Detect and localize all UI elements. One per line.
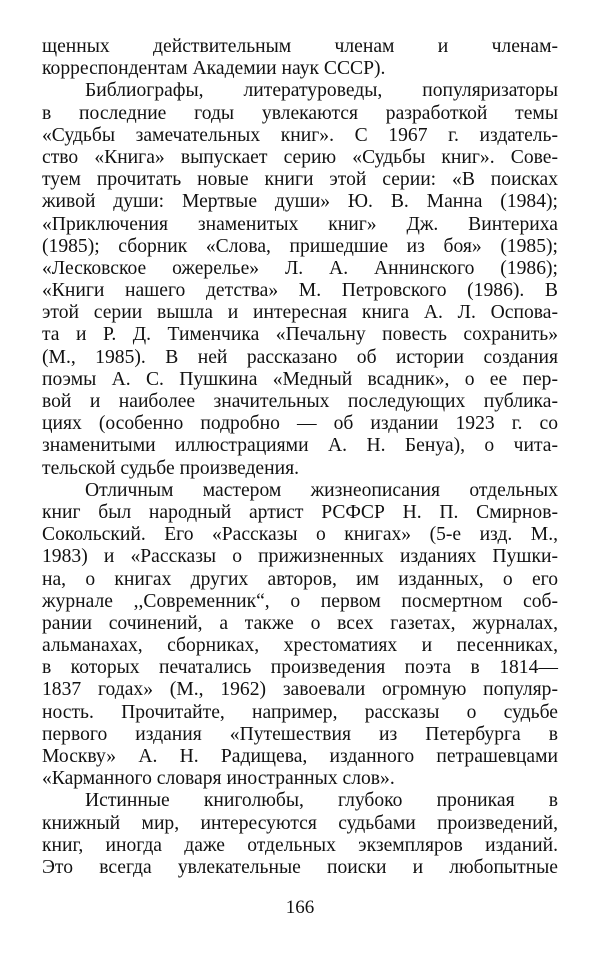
text-line: Истинные книголюбы, глубоко проникая в bbox=[85, 790, 558, 812]
text-line: вой и наиболее значительных последующих публика- bbox=[42, 391, 558, 412]
text-line: (М., 1985). В ней рассказано об истории создания bbox=[42, 346, 558, 368]
text-line: этой серии вышла и интересная книга А. Л. Оспова- bbox=[42, 302, 558, 324]
text-line: «Книги нашего детства» М. Петровского (1986). В bbox=[42, 280, 558, 302]
text-line: альманахах, сборниках, хрестоматиях и песенниках, bbox=[42, 635, 558, 657]
text-line: книг был народный артист РСФСР Н. П. Смирнов- bbox=[42, 501, 558, 523]
text-line: Сокольский. Его «Рассказы о книгах» (5-е изд. М., bbox=[42, 524, 558, 546]
text-line: «Лесковское ожерелье» Л. А. Аннинского (1986); bbox=[42, 257, 558, 279]
text-line: живой души: Мертвые души» Ю. В. Манна (1984); bbox=[42, 191, 558, 213]
text-line: циях (особенно подробно — об издании 1923 г. со bbox=[42, 413, 558, 435]
text-line: знаменитыми иллюстрациями А. Н. Бенуа), о чита- bbox=[42, 435, 558, 457]
paragraph bbox=[42, 36, 558, 80]
page-body-text bbox=[42, 36, 558, 879]
text-line: книжный мир, интересуются судьбами произведений, bbox=[42, 812, 558, 834]
text-line: на, о книгах других авторов, им изданных, о его bbox=[42, 568, 558, 590]
text-line: (1985); сборник «Слова, пришедшие из боя» (1985); bbox=[42, 235, 558, 257]
text-line: Это всегда увлекательные поиски и любопытные bbox=[42, 856, 558, 878]
text-line: в которых печатались произведения поэта в 1814— bbox=[42, 657, 558, 679]
text-line: Москву» А. Н. Радищева, изданного петрашевцами bbox=[42, 746, 558, 767]
text-line: ство «Книга» выпускает серию «Судьбы книг». Сове- bbox=[42, 146, 558, 168]
text-line: «Приключения знаменитых книг» Дж. Винтериха bbox=[42, 213, 558, 235]
text-line: 1837 годах» (М., 1962) завоевали огромную популяр- bbox=[42, 679, 558, 701]
text-line: туем прочитать новые книги этой серии: «В поисках bbox=[42, 169, 558, 191]
text-line: «Судьбы замечательных книг». С 1967 г. издатель- bbox=[42, 124, 558, 146]
paragraph bbox=[42, 790, 558, 879]
text-line: 1983) и «Рассказы о прижизненных изданиях Пушки- bbox=[42, 546, 558, 568]
text-line: «Карманного словаря иностранных слов». bbox=[42, 768, 395, 790]
text-line: Отличным мастером жизнеописания отдельных bbox=[85, 479, 558, 501]
paragraph bbox=[42, 80, 558, 479]
text-line: журнале ,,Современник“, о первом посмертном соб- bbox=[42, 590, 558, 612]
text-line: тельской судьбе произведения. bbox=[42, 457, 300, 479]
text-line: поэмы А. С. Пушкина «Медный всадник», о ее пер- bbox=[42, 368, 558, 390]
text-line: книг, иногда даже отдельных экземпляров изданий. bbox=[42, 834, 558, 856]
text-line: корреспондентам Академии наук СССР). bbox=[42, 58, 386, 80]
text-line: рании сочинений, а также о всех газетах, журналах, bbox=[42, 612, 558, 634]
text-line: Библиографы, литературоведы, популяризаторы bbox=[85, 80, 558, 102]
paragraph bbox=[42, 480, 558, 791]
text-line: та и Р. Д. Тименчика «Печальну повесть сохранить» bbox=[42, 324, 558, 346]
text-line: в последние годы увлекаются разработкой темы bbox=[42, 102, 558, 124]
page-number: 166 bbox=[285, 897, 315, 918]
text-line: щенных действительным членам и членам- bbox=[42, 36, 558, 57]
text-line: ность. Прочитайте, например, рассказы о судьбе bbox=[42, 701, 558, 723]
text-line: первого издания «Путешествия из Петербурга в bbox=[42, 723, 558, 745]
